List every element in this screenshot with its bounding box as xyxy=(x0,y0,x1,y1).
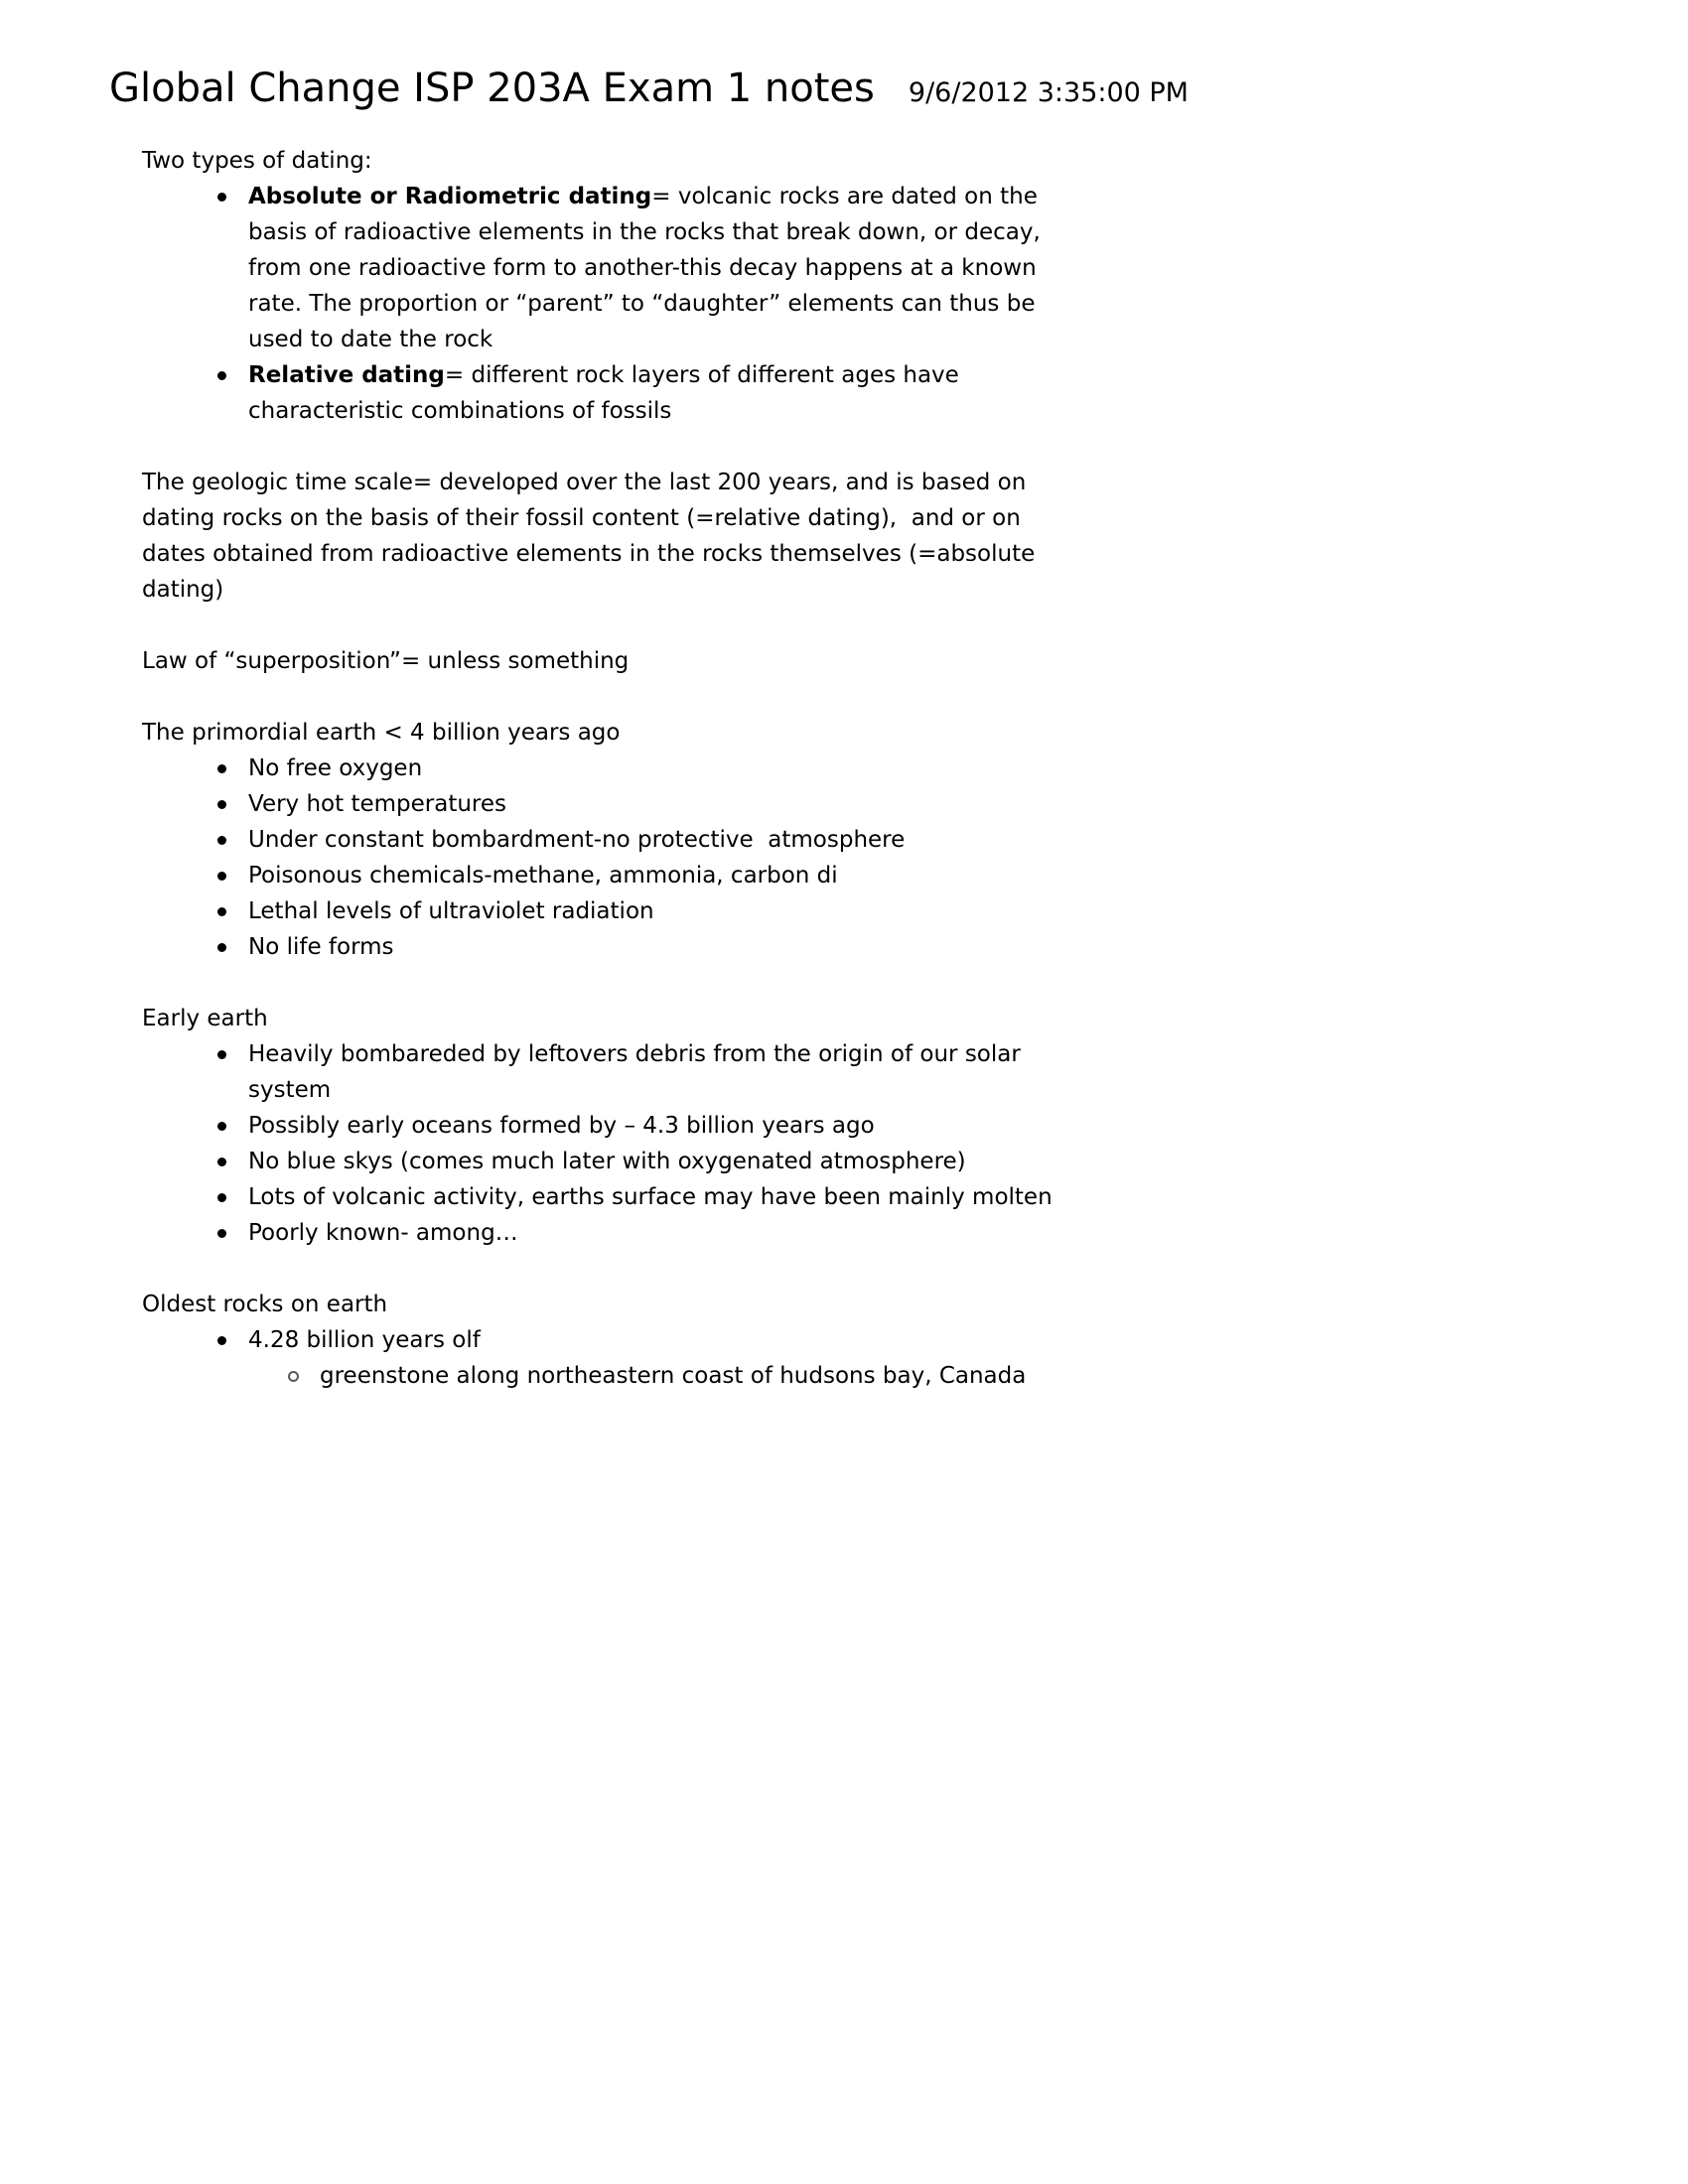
sub-list-item: greenstone along northeastern coast of hudsons bay, Canada xyxy=(142,1358,1234,1394)
list-item-relative-dating xyxy=(142,357,1082,429)
list-item: No blue skys (comes much later with oxygenated atmosphere) xyxy=(142,1144,1082,1179)
paragraph-law-of-superposition: Law of “superposition”= unless something xyxy=(142,648,630,674)
early-earth-bullet-list xyxy=(142,1036,1589,1251)
primordial-earth-bullet-list xyxy=(142,751,1589,965)
heading-primordial-earth: The primordial earth < 4 billion years ago xyxy=(142,720,621,746)
list-item: Very hot temperatures xyxy=(142,786,1082,822)
paragraph-geologic-time-scale: The geologic time scale= developed over the last 200 years, and is based on dating rocks on the basis of their fossil content (=relative dating), and or on dates obtained from radioactive elements in the rocks themselves (=absolute dating) xyxy=(142,470,1043,603)
list-item: Heavily bombareded by leftovers debris from the origin of our solar system xyxy=(142,1036,1082,1108)
spacer xyxy=(142,429,1589,465)
term-relative-dating: Relative dating xyxy=(248,362,445,388)
list-item: Poisonous chemicals-methane, ammonia, carbon di xyxy=(142,858,1082,893)
definition-relative-dating: = different rock layers of different ages have characteristic combinations of fossils xyxy=(248,362,967,424)
spacer xyxy=(142,608,1589,643)
heading-two-types-of-dating: Two types of dating: xyxy=(142,148,372,174)
spacer xyxy=(142,679,1589,715)
document-title: Global Change ISP 203A Exam 1 notes xyxy=(109,66,875,111)
list-item: No life forms xyxy=(142,929,1082,965)
document-header xyxy=(109,64,1589,113)
oldest-rocks-bullet-list xyxy=(142,1322,1589,1394)
heading-early-earth: Early earth xyxy=(142,1006,268,1031)
list-item: Lethal levels of ultraviolet radiation xyxy=(142,893,1082,929)
document-body xyxy=(109,143,1589,1394)
list-item: Possibly early oceans formed by – 4.3 billion years ago xyxy=(142,1108,1082,1144)
list-item-absolute-dating xyxy=(142,179,1082,357)
list-item: 4.28 billion years olf xyxy=(142,1322,1082,1358)
dating-bullet-list xyxy=(142,179,1589,429)
document-timestamp: 9/6/2012 3:35:00 PM xyxy=(908,77,1189,108)
list-item: Under constant bombardment-no protective atmosphere xyxy=(142,822,1082,858)
list-item: Poorly known- among… xyxy=(142,1215,1082,1251)
list-item: No free oxygen xyxy=(142,751,1082,786)
spacer xyxy=(142,965,1589,1001)
list-item: Lots of volcanic activity, earths surface may have been mainly molten xyxy=(142,1179,1082,1215)
heading-oldest-rocks: Oldest rocks on earth xyxy=(142,1292,388,1317)
term-absolute-dating: Absolute or Radiometric dating xyxy=(248,184,652,209)
definition-absolute-dating: = volcanic rocks are dated on the basis of radioactive elements in the rocks that break down, or decay, from one radioactive form to another-this decay happens at a known rate. The proportion or “parent” to “daughter” elements can thus be used to date the rock xyxy=(248,184,1049,352)
spacer xyxy=(142,1251,1589,1287)
